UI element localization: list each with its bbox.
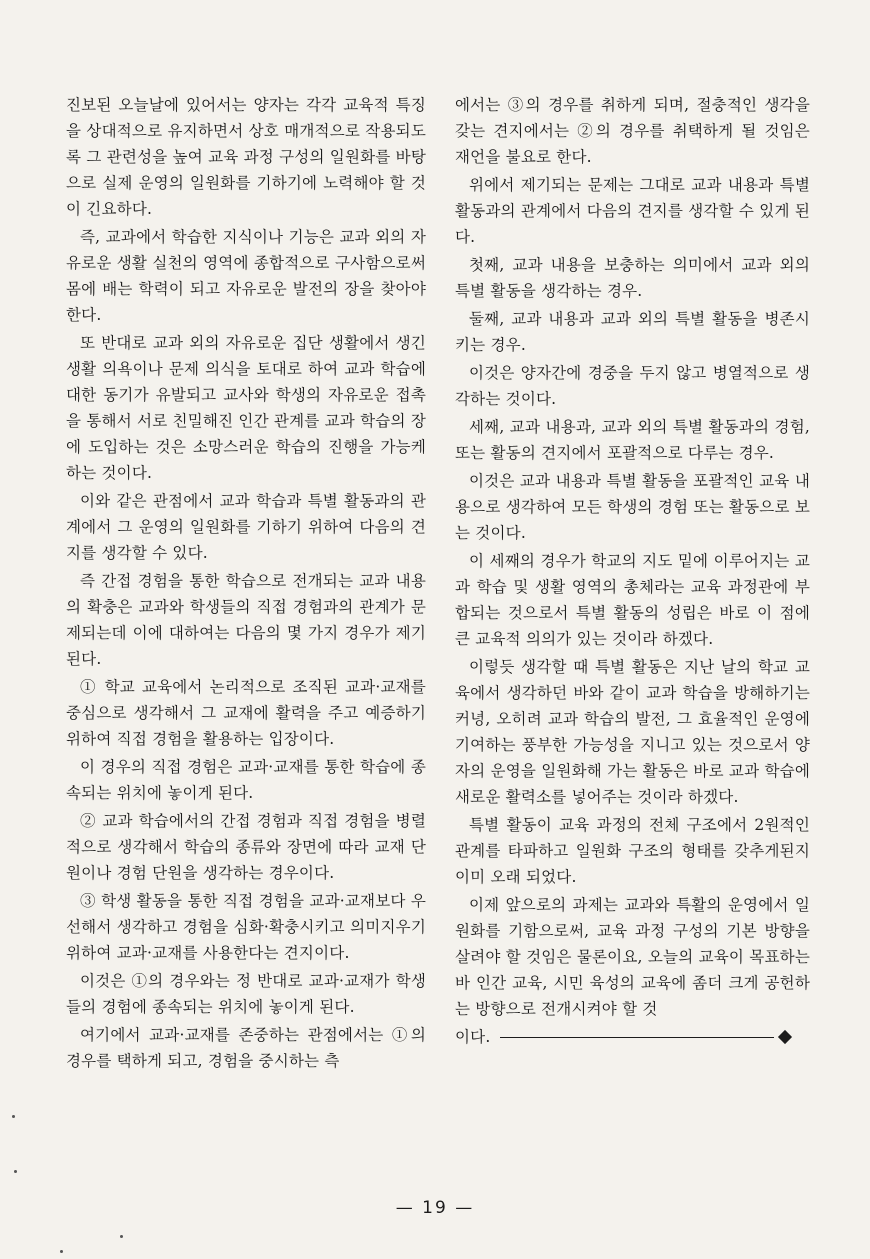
paragraph: 이것은 교과 내용과 특별 활동을 포괄적인 교육 내용으로 생각하여 모든 학생의 경험 또는 활동으로 보는 것이다. bbox=[455, 472, 810, 542]
scan-speck bbox=[14, 1170, 17, 1173]
paragraph: 이제 앞으로의 과제는 교과와 특활의 운영에서 일원화를 기함으로써, 교육 과정 구성의 기본 방향을 살려야 할 것임은 물론이요, 오늘의 교육이 목표하는바 인간 교육, 시민 육성의 교육에 좀더 크게 공헌하는 방향으로 전개시켜야 할 것 bbox=[455, 896, 810, 1018]
paragraph: 즉 간접 경험을 통한 학습으로 전개되는 교과 내용의 확충은 교과와 학생들의 직접 경험과의 관계가 문제되는데 이에 대하여는 다음의 몇 가지 경우가 제기된다. bbox=[66, 572, 426, 668]
paragraph: 즉, 교과에서 학습한 지식이나 기능은 교과 외의 자유로운 생활 실천의 영역에 종합적으로 구사함으로써 몸에 배는 학력이 되고 자유로운 발전의 장을 찾아야 한다. bbox=[66, 228, 426, 324]
paragraph: 특별 활동이 교육 과정의 전체 구조에서 2원적인 관계를 타파하고 일원화 구조의 형태를 갖추게된지 이미 오래 되었다. bbox=[455, 816, 810, 886]
page-number: — 19 — bbox=[395, 1198, 475, 1218]
article-ending bbox=[455, 1024, 810, 1050]
paragraph: ② 교과 학습에서의 간접 경험과 직접 경험을 병렬적으로 생각해서 학습의 종류와 장면에 따라 교재 단원이나 경험 단원을 생각하는 경우이다. bbox=[66, 812, 426, 882]
paragraph: 세째, 교과 내용과, 교과 외의 특별 활동과의 경험, 또는 활동의 견지에서 포괄적으로 다루는 경우. bbox=[455, 418, 810, 462]
left-column bbox=[66, 92, 426, 1076]
paragraph: 이것은 ①의 경우와는 정 반대로 교과·교재가 학생들의 경험에 종속되는 위치에 놓이게 된다. bbox=[66, 972, 426, 1016]
paragraph: 또 반대로 교과 외의 자유로운 집단 생활에서 생긴 생활 의욕이나 문제 의식을 토대로 하여 교과 학습에 대한 동기가 유발되고 교사와 학생의 자유로운 접촉을 통해서 서로 친밀해진 인간 관계를 교과 학습의 장에 도입하는 것은 소망스러운 학습의 진행을 가능케 하는 것이다. bbox=[66, 334, 426, 482]
paragraph: 이 경우의 직접 경험은 교과·교재를 통한 학습에 종속되는 위치에 놓이게 된다. bbox=[66, 758, 426, 802]
paragraph: 둘째, 교과 내용과 교과 외의 특별 활동을 병존시키는 경우. bbox=[455, 310, 810, 354]
paragraph: 이 세째의 경우가 학교의 지도 밑에 이루어지는 교과 학습 및 생활 영역의 총체라는 교육 과정관에 부합되는 것으로서 특별 활동의 성립은 바로 이 점에 큰 교육적 의의가 있는 것이라 하겠다. bbox=[455, 552, 810, 648]
paragraph: ① 학교 교육에서 논리적으로 조직된 교과·교재를 중심으로 생각해서 그 교재에 활력을 주고 예증하기 위하여 직접 경험을 활용하는 입장이다. bbox=[66, 678, 426, 748]
end-diamond-icon bbox=[778, 1030, 792, 1044]
ending-word: 이다. bbox=[455, 1028, 491, 1046]
paragraph: 여기에서 교과·교재를 존중하는 관점에서는 ①의 경우를 택하게 되고, 경험을 중시하는 측 bbox=[66, 1026, 426, 1070]
scan-speck bbox=[60, 1250, 63, 1253]
right-column bbox=[455, 92, 810, 1050]
paragraph: 첫째, 교과 내용을 보충하는 의미에서 교과 외의 특별 활동을 생각하는 경우. bbox=[455, 256, 810, 300]
paragraph: 진보된 오늘날에 있어서는 양자는 각각 교육적 특징을 상대적으로 유지하면서 상호 매개적으로 작용되도록 그 관련성을 높여 교육 과정 구성의 일원화를 바탕으로 실제 운영의 일원화를 기하기에 노력해야 할 것이 긴요하다. bbox=[66, 96, 426, 218]
paragraph: 이렇듯 생각할 때 특별 활동은 지난 날의 학교 교육에서 생각하던 바와 같이 교과 학습을 방해하기는커녕, 오히려 교과 학습의 발전, 그 효율적인 운영에 기여하는 풍부한 가능성을 지니고 있는 것으로서 양자의 운영을 일원화해 가는 활동은 바로 교과 학습에 새로운 활력소를 넣어주는 것이라 하겠다. bbox=[455, 658, 810, 806]
scan-speck bbox=[120, 1235, 123, 1238]
scan-speck bbox=[12, 1115, 15, 1118]
paragraph: 이것은 양자간에 경중을 두지 않고 병열적으로 생각하는 것이다. bbox=[455, 364, 810, 408]
end-rule bbox=[500, 1037, 774, 1038]
paragraph: 위에서 제기되는 문제는 그대로 교과 내용과 특별 활동과의 관계에서 다음의 견지를 생각할 수 있게 된다. bbox=[455, 176, 810, 246]
paragraph: ③ 학생 활동을 통한 직접 경험을 교과·교재보다 우선해서 생각하고 경험을 심화·확충시키고 의미지우기 위하여 교과·교재를 사용한다는 견지이다. bbox=[66, 892, 426, 962]
paragraph: 에서는 ③의 경우를 취하게 되며, 절충적인 생각을 갖는 견지에서는 ②의 경우를 취택하게 될 것임은 재언을 불요로 한다. bbox=[455, 96, 810, 166]
paragraph: 이와 같은 관점에서 교과 학습과 특별 활동과의 관계에서 그 운영의 일원화를 기하기 위하여 다음의 견지를 생각할 수 있다. bbox=[66, 492, 426, 562]
